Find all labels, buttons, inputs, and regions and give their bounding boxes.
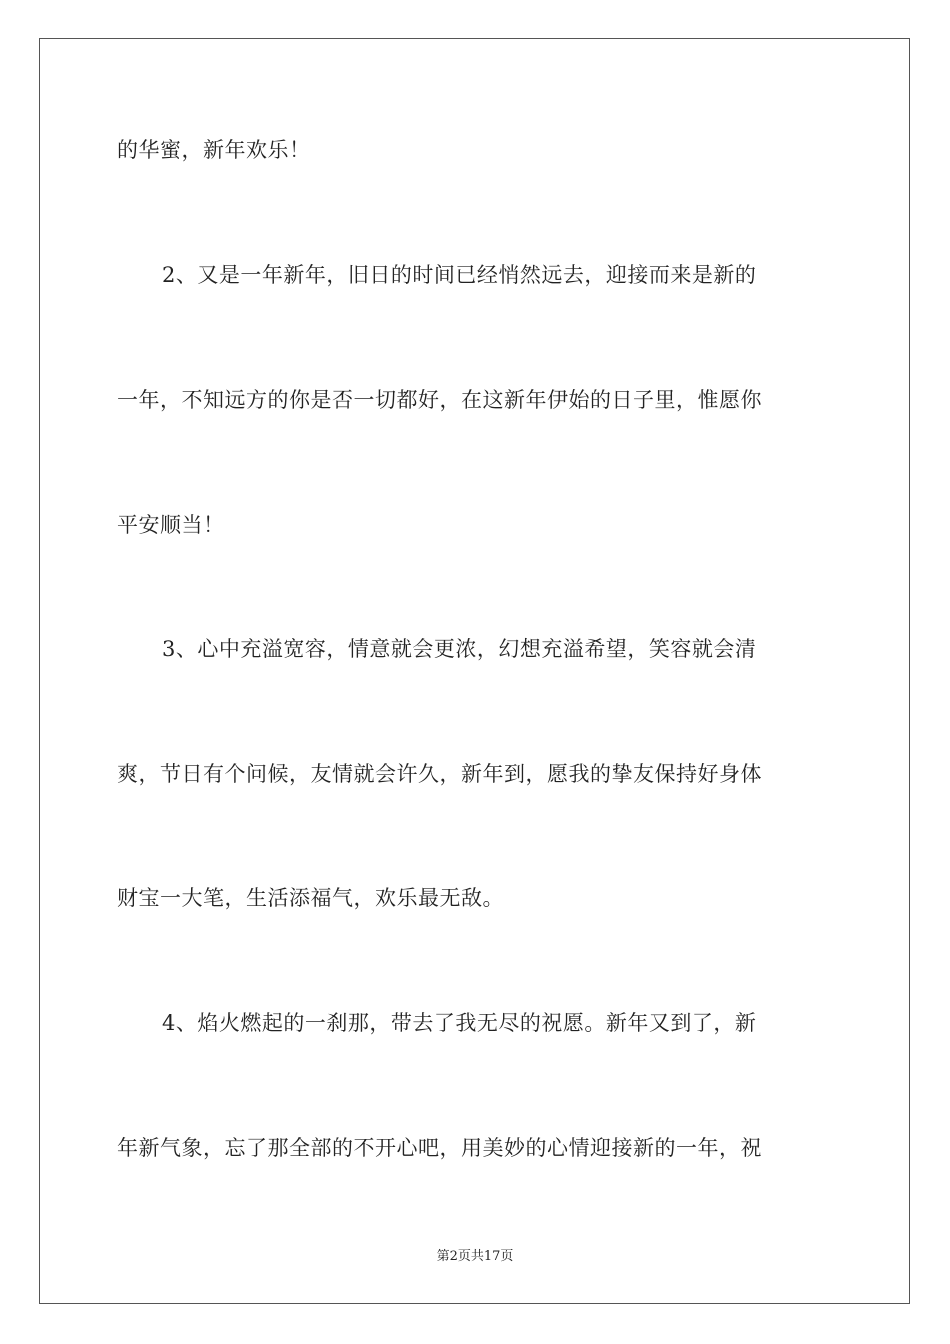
paragraph-line: 2、又是一年新年，旧日的时间已经悄然远去，迎接而来是新的 — [162, 263, 757, 287]
paragraph-line: 年新气象，忘了那全部的不开心吧，用美妙的心情迎接新的一年，祝 — [117, 1136, 762, 1160]
page-total: 共17页 — [470, 1249, 514, 1264]
paragraph-line: 一年，不知远方的你是否一切都好，在这新年伊始的日子里，惟愿你 — [117, 388, 762, 412]
page-border — [39, 38, 910, 1304]
paragraph-line: 4、焰火燃起的一刹那，带去了我无尽的祝愿。新年又到了，新 — [162, 1011, 757, 1035]
paragraph-line: 平安顺当！ — [117, 513, 225, 537]
paragraph-line: 财宝一大笔，生活添福气，欢乐最无敌。 — [117, 886, 504, 910]
paragraph-line: 爽，节日有个问候，友情就会许久，新年到，愿我的挚友保持好身体 — [117, 762, 762, 786]
paragraph-line: 3、心中充溢宽容，情意就会更浓，幻想充溢希望，笑容就会清 — [162, 637, 757, 661]
page-number: 第2页 — [436, 1249, 471, 1264]
paragraph-line: 的华蜜，新年欢乐！ — [117, 138, 311, 162]
page-footer — [0, 1248, 950, 1266]
